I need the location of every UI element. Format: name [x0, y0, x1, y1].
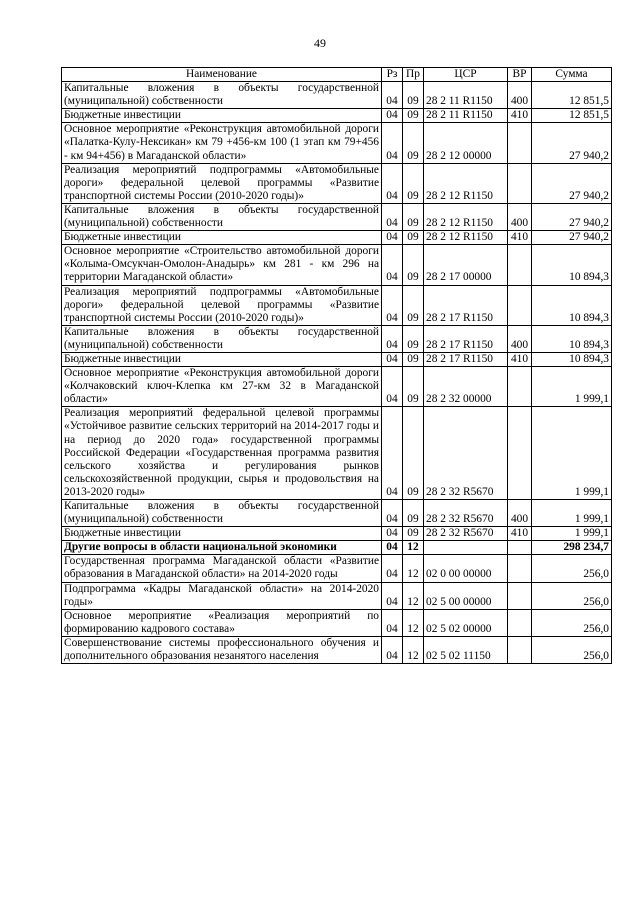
row-rz: 04 — [382, 500, 403, 527]
row-csr: 02 5 02 11150 — [424, 636, 508, 663]
row-rz: 04 — [382, 555, 403, 582]
row-name: Бюджетные инвестиции — [62, 231, 382, 245]
row-vr — [508, 609, 532, 636]
row-sum: 1 999,1 — [532, 500, 612, 527]
row-csr: 28 2 32 R5670 — [424, 527, 508, 541]
row-vr: 400 — [508, 500, 532, 527]
row-sum: 27 940,2 — [532, 123, 612, 163]
row-name: Реализация мероприятий подпрограммы «Автомобильные дороги» федеральной целевой программы «Развитие транспортной системы России (2010-2020 годы)» — [62, 163, 382, 203]
row-vr — [508, 245, 532, 285]
row-name: Капитальные вложения в объекты государственной (муниципальной) собственности — [62, 203, 382, 230]
row-pr: 09 — [403, 367, 424, 407]
row-name: Основное мероприятие «Реализация мероприятий по формированию кадрового состава» — [62, 609, 382, 636]
row-csr: 28 2 17 R1150 — [424, 285, 508, 325]
budget-table — [61, 67, 612, 664]
row-pr: 12 — [403, 636, 424, 663]
row-name: Реализация мероприятий федеральной целевой программы «Устойчивое развитие сельских территорий на 2014-2017 годы и на период до 2020 года» государственной программы Российской Федерации «Государственная программа развития сельского хозяйства и регулирования рынков сельскохозяйственной продукции, сырья и продовольствия на 2013-2020 годы» — [62, 407, 382, 500]
row-name: Капитальные вложения в объекты государственной (муниципальной) собственности — [62, 500, 382, 527]
table-row — [62, 285, 612, 325]
table-row — [62, 609, 612, 636]
row-pr: 09 — [403, 109, 424, 123]
row-name: Капитальные вложения в объекты государственной (муниципальной) собственности — [62, 325, 382, 352]
header-name: Наименование — [62, 68, 382, 82]
row-rz: 04 — [382, 163, 403, 203]
row-rz: 04 — [382, 109, 403, 123]
header-vr: ВР — [508, 68, 532, 82]
table-row — [62, 245, 612, 285]
row-rz: 04 — [382, 636, 403, 663]
row-name: Основное мероприятие «Реконструкция автомобильной дороги «Палатка-Кулу-Нексикан» км 79 +456-км 100 (1 этап км 79+456 - км 94+456) в Магаданской области» — [62, 123, 382, 163]
row-vr: 400 — [508, 325, 532, 352]
row-pr: 12 — [403, 541, 424, 555]
table-row-section — [62, 541, 612, 555]
row-rz: 04 — [382, 123, 403, 163]
table-row — [62, 555, 612, 582]
row-pr: 09 — [403, 325, 424, 352]
row-vr — [508, 582, 532, 609]
row-rz: 04 — [382, 527, 403, 541]
table-row — [62, 325, 612, 352]
row-sum: 1 999,1 — [532, 367, 612, 407]
row-sum: 10 894,3 — [532, 352, 612, 366]
table-row — [62, 123, 612, 163]
row-sum: 256,0 — [532, 582, 612, 609]
row-name: Основное мероприятие «Строительство автомобильной дороги «Колыма-Омсукчан-Омолон-Анадырь» км 281 - км 296 на территории Магаданской области» — [62, 245, 382, 285]
row-sum: 1 999,1 — [532, 407, 612, 500]
row-name: Бюджетные инвестиции — [62, 352, 382, 366]
header-csr: ЦСР — [424, 68, 508, 82]
row-name: Реализация мероприятий подпрограммы «Автомобильные дороги» федеральной целевой программы «Развитие транспортной системы России (2010-2020 годы)» — [62, 285, 382, 325]
row-pr: 09 — [403, 123, 424, 163]
row-name: Основное мероприятие «Реконструкция автомобильной дороги «Колчаковский ключ-Клепка км 27-км 32 в Магаданской области» — [62, 367, 382, 407]
row-name: Государственная программа Магаданской области «Развитие образования в Магаданской области» на 2014-2020 годы — [62, 555, 382, 582]
row-vr — [508, 555, 532, 582]
row-sum: 1 999,1 — [532, 527, 612, 541]
row-name: Бюджетные инвестиции — [62, 109, 382, 123]
row-pr: 09 — [403, 285, 424, 325]
table-row — [62, 203, 612, 230]
table-row — [62, 163, 612, 203]
row-pr: 12 — [403, 555, 424, 582]
row-name: Капитальные вложения в объекты государственной (муниципальной) собственности — [62, 82, 382, 109]
row-pr: 09 — [403, 527, 424, 541]
row-csr: 02 5 02 00000 — [424, 609, 508, 636]
table-header-row — [62, 68, 612, 82]
row-vr: 410 — [508, 231, 532, 245]
table-row — [62, 582, 612, 609]
row-vr — [508, 123, 532, 163]
row-sum: 256,0 — [532, 555, 612, 582]
row-vr: 410 — [508, 527, 532, 541]
row-csr: 28 2 17 00000 — [424, 245, 508, 285]
row-csr: 28 2 32 R5670 — [424, 500, 508, 527]
row-sum: 10 894,3 — [532, 285, 612, 325]
page-number: 49 — [314, 36, 326, 50]
row-rz: 04 — [382, 582, 403, 609]
table-body — [62, 82, 612, 664]
row-rz: 04 — [382, 231, 403, 245]
row-csr: 02 0 00 00000 — [424, 555, 508, 582]
row-sum: 256,0 — [532, 636, 612, 663]
row-vr — [508, 285, 532, 325]
table-row — [62, 352, 612, 366]
row-rz: 04 — [382, 541, 403, 555]
row-name: Бюджетные инвестиции — [62, 527, 382, 541]
row-rz: 04 — [382, 407, 403, 500]
row-csr: 02 5 00 00000 — [424, 582, 508, 609]
row-vr — [508, 367, 532, 407]
row-csr: 28 2 12 R1150 — [424, 203, 508, 230]
row-rz: 04 — [382, 245, 403, 285]
header-rz: Рз — [382, 68, 403, 82]
table-row — [62, 636, 612, 663]
table-row — [62, 82, 612, 109]
row-pr: 09 — [403, 231, 424, 245]
row-csr: 28 2 11 R1150 — [424, 82, 508, 109]
row-csr: 28 2 17 R1150 — [424, 352, 508, 366]
row-rz: 04 — [382, 285, 403, 325]
row-rz: 04 — [382, 82, 403, 109]
row-pr: 09 — [403, 203, 424, 230]
row-rz: 04 — [382, 352, 403, 366]
row-pr: 09 — [403, 245, 424, 285]
row-vr — [508, 541, 532, 555]
row-pr: 12 — [403, 609, 424, 636]
row-csr: 28 2 12 R1150 — [424, 163, 508, 203]
row-pr: 09 — [403, 407, 424, 500]
table-row — [62, 367, 612, 407]
row-csr: 28 2 12 00000 — [424, 123, 508, 163]
row-vr — [508, 407, 532, 500]
row-csr: 28 2 12 R1150 — [424, 231, 508, 245]
row-csr: 28 2 32 R5670 — [424, 407, 508, 500]
row-vr — [508, 636, 532, 663]
row-vr — [508, 163, 532, 203]
table-row — [62, 109, 612, 123]
table-row — [62, 407, 612, 500]
row-csr: 28 2 11 R1150 — [424, 109, 508, 123]
row-rz: 04 — [382, 609, 403, 636]
row-csr: 28 2 17 R1150 — [424, 325, 508, 352]
row-pr: 09 — [403, 500, 424, 527]
row-pr: 09 — [403, 163, 424, 203]
row-sum: 12 851,5 — [532, 109, 612, 123]
row-sum: 10 894,3 — [532, 325, 612, 352]
row-sum: 27 940,2 — [532, 203, 612, 230]
row-name: Подпрограмма «Кадры Магаданской области» на 2014-2020 годы» — [62, 582, 382, 609]
header-pr: Пр — [403, 68, 424, 82]
row-vr: 400 — [508, 82, 532, 109]
table-row — [62, 231, 612, 245]
row-rz: 04 — [382, 203, 403, 230]
row-vr: 400 — [508, 203, 532, 230]
row-name: Совершенствование системы профессионального обучения и дополнительного образования незанятого населения — [62, 636, 382, 663]
header-sum: Сумма — [532, 68, 612, 82]
row-vr: 410 — [508, 352, 532, 366]
row-rz: 04 — [382, 325, 403, 352]
row-csr: 28 2 32 00000 — [424, 367, 508, 407]
row-pr: 12 — [403, 582, 424, 609]
row-sum: 298 234,7 — [532, 541, 612, 555]
row-rz: 04 — [382, 367, 403, 407]
row-name: Другие вопросы в области национальной экономики — [62, 541, 382, 555]
row-sum: 10 894,3 — [532, 245, 612, 285]
table-row — [62, 500, 612, 527]
row-sum: 27 940,2 — [532, 163, 612, 203]
row-csr — [424, 541, 508, 555]
table-row — [62, 527, 612, 541]
row-sum: 12 851,5 — [532, 82, 612, 109]
row-sum: 27 940,2 — [532, 231, 612, 245]
row-pr: 09 — [403, 82, 424, 109]
row-pr: 09 — [403, 352, 424, 366]
row-vr: 410 — [508, 109, 532, 123]
row-sum: 256,0 — [532, 609, 612, 636]
